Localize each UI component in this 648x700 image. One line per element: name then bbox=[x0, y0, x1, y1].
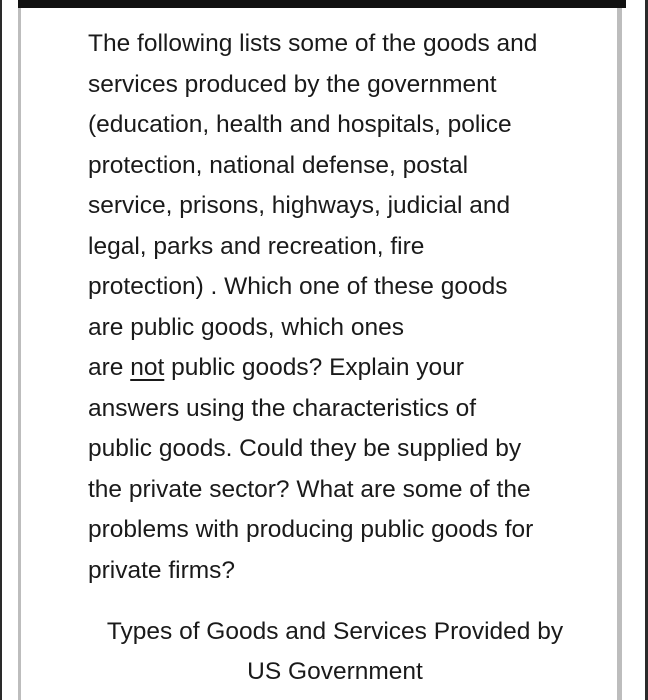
table-caption bbox=[60, 612, 610, 692]
left-edge-line bbox=[0, 0, 2, 700]
question-line-6: legal, parks and recreation, fire bbox=[88, 232, 425, 260]
left-margin bbox=[0, 0, 18, 700]
question-line-7: protection) . Which one of these goods bbox=[88, 273, 508, 300]
question-line-12: the private sector? What are some of the bbox=[88, 475, 531, 503]
caption-line-2: US Government bbox=[247, 658, 423, 685]
caption-line-1: Types of Goods and Services Provided by bbox=[106, 618, 564, 645]
question-line-5: service, prisons, highways, judicial and bbox=[88, 192, 511, 219]
question-text bbox=[88, 24, 608, 591]
question-line-9-suffix: public goods? Explain your bbox=[164, 354, 464, 381]
question-line-8: are public goods, which ones bbox=[88, 313, 404, 341]
question-line-14: private firms? bbox=[88, 556, 236, 584]
question-line-10: answers using the characteristics of bbox=[88, 394, 477, 422]
question-line-9-prefix: are bbox=[88, 354, 131, 381]
question-line-11: public goods. Could they be supplied by bbox=[88, 435, 522, 462]
question-line-9 bbox=[88, 348, 608, 389]
question-line-1: The following lists some of the goods and bbox=[88, 30, 538, 57]
top-border bbox=[0, 0, 648, 8]
question-line-13: problems with producing public goods for bbox=[88, 516, 534, 543]
question-line-2: services produced by the government bbox=[88, 70, 497, 98]
question-line-4: protection, national defense, postal bbox=[88, 151, 469, 179]
underlined-word: not bbox=[130, 354, 165, 381]
question-line-3: (education, health and hospitals, police bbox=[88, 111, 512, 138]
